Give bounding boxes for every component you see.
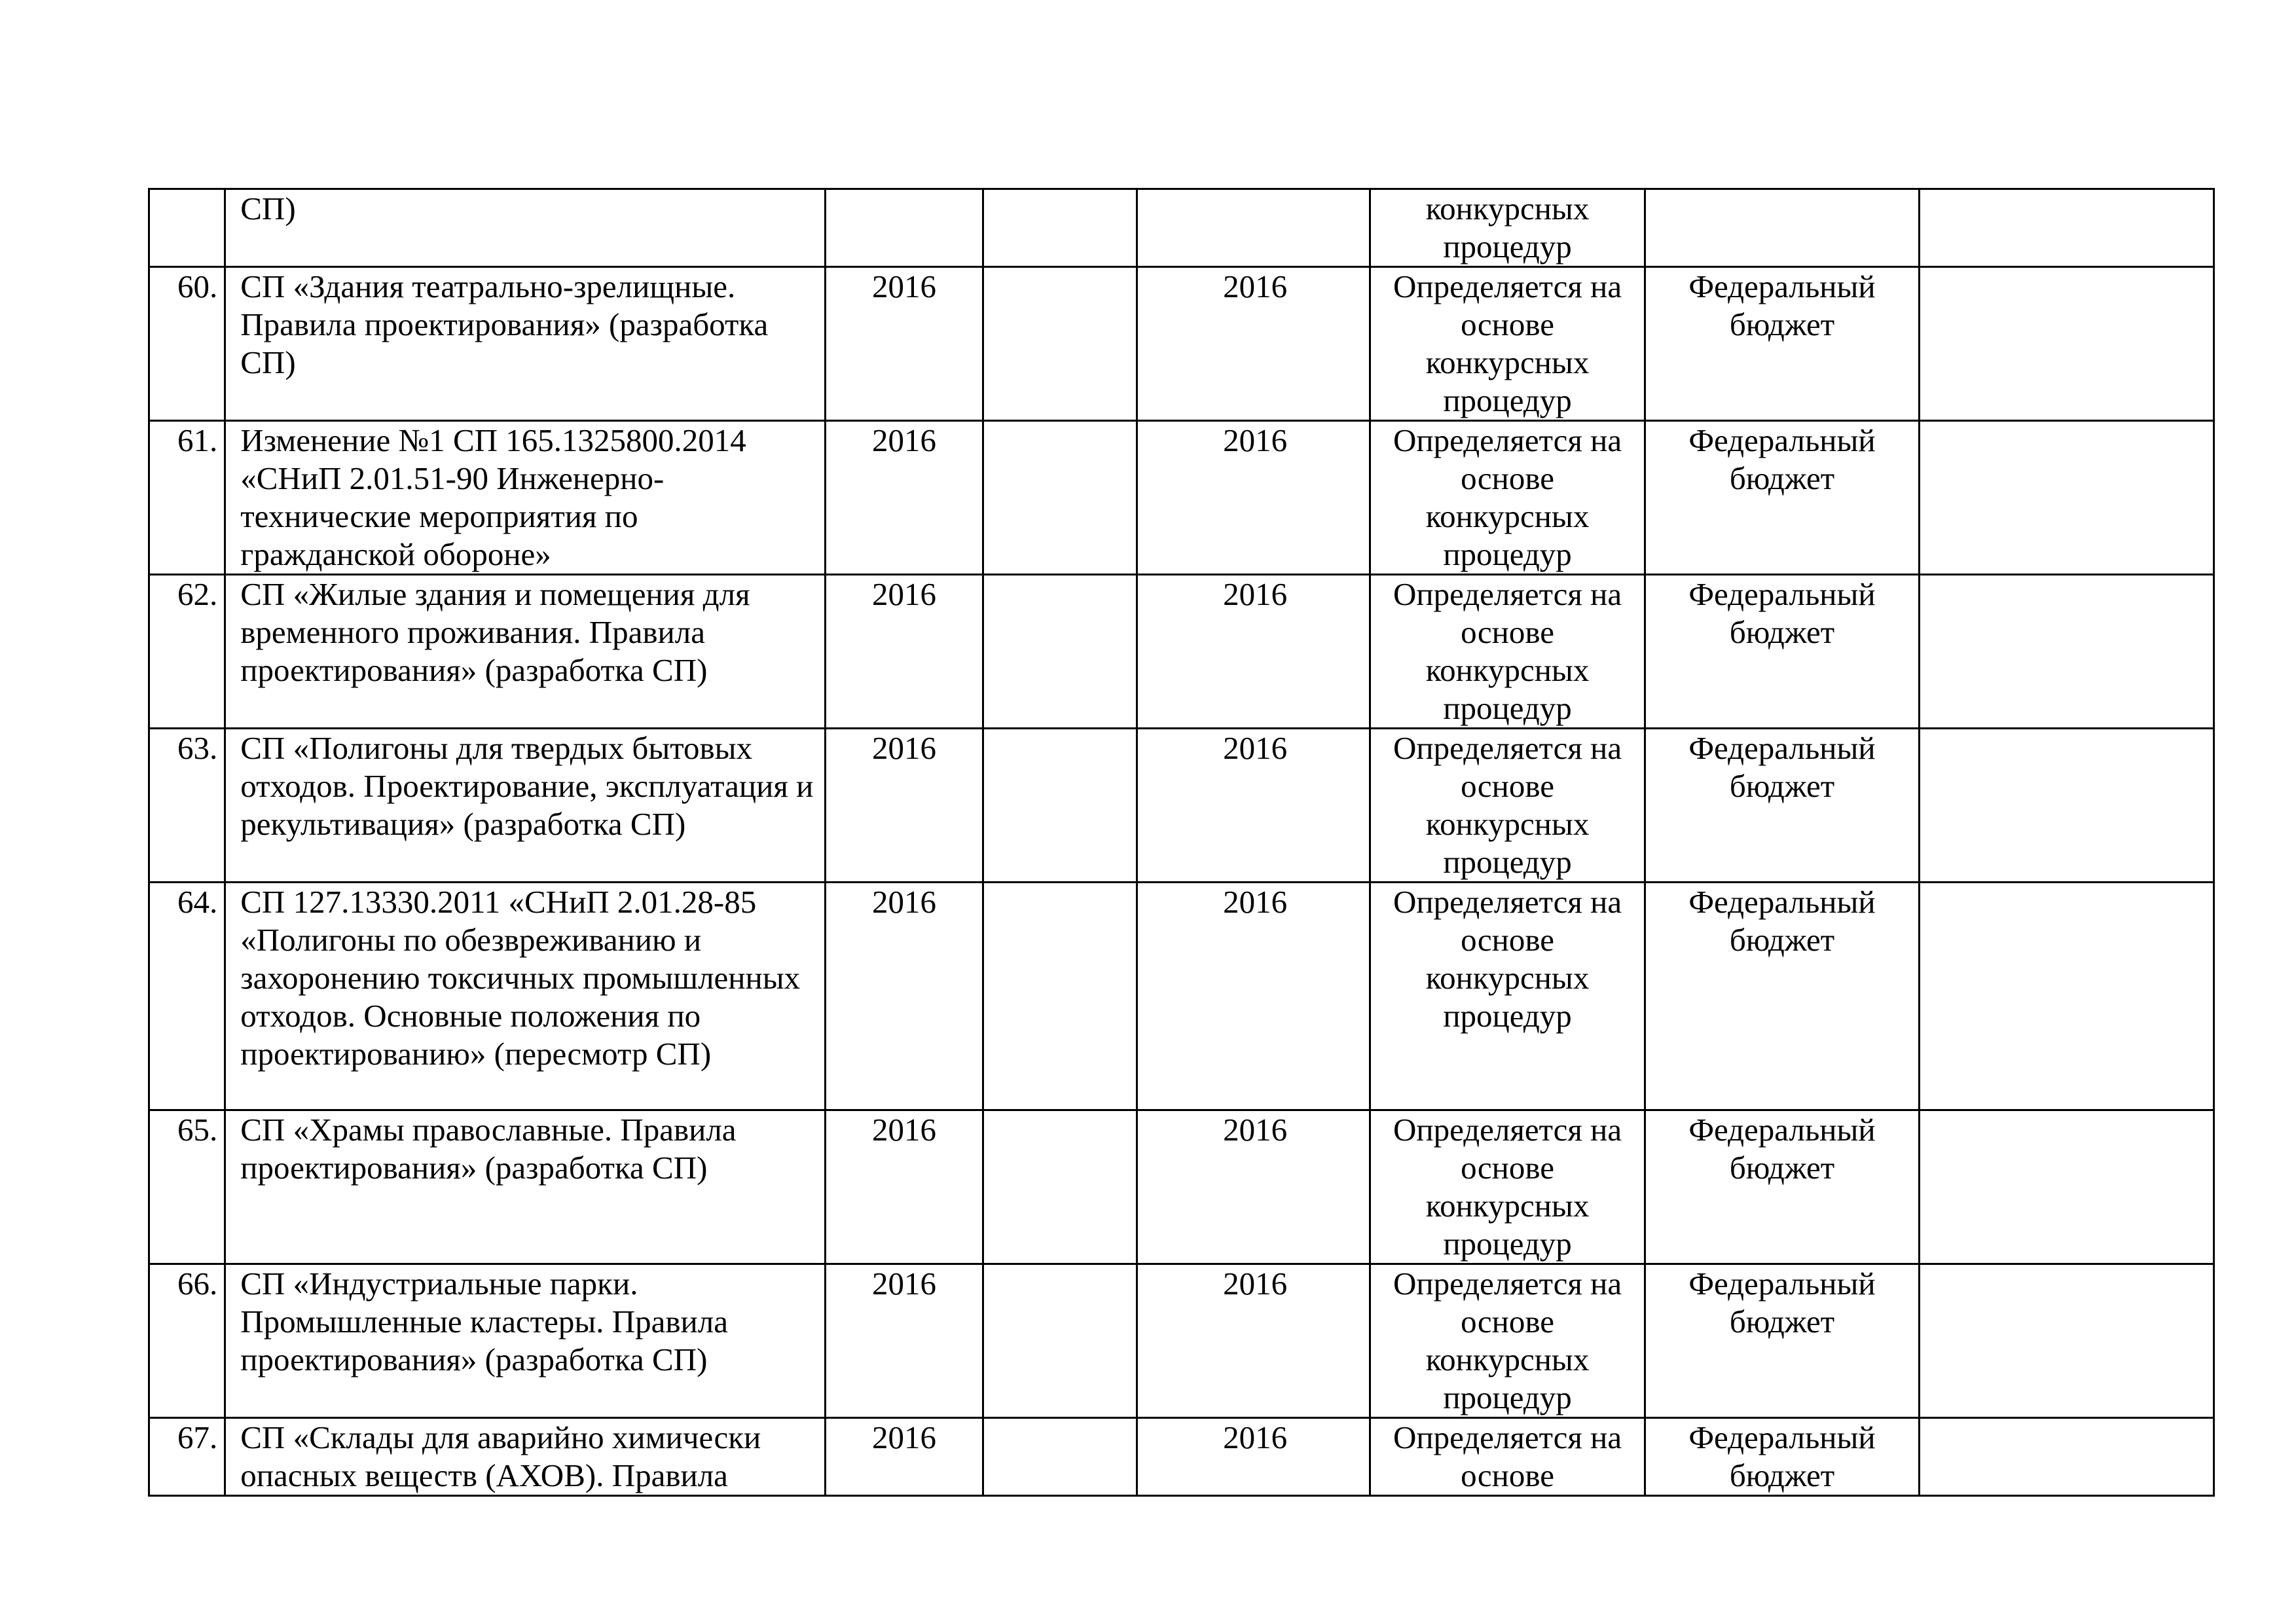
cost-line: Определяется на <box>1393 1112 1622 1148</box>
cell-funding-source <box>1645 421 1920 575</box>
cell-name: СП «Индустриальные парки. Промышленные кластеры. Правила проектирования» (разработка СП) <box>225 1264 826 1418</box>
cell-start-year: 2016 <box>826 1418 983 1496</box>
cost-line: Определяется на <box>1393 268 1622 304</box>
cost-line: основе <box>1461 1150 1554 1186</box>
cell-intermediate <box>983 267 1137 421</box>
cell-note <box>1919 1418 2214 1496</box>
cell-name: СП «Здания театрально-зрелищные. Правила проектирования» (разработка СП) <box>225 267 826 421</box>
cell-note <box>1919 267 2214 421</box>
table-row <box>149 575 2214 729</box>
funding-source-line: Федеральный <box>1688 1112 1876 1148</box>
cell-funding-source <box>1645 729 1920 883</box>
cell-end-year: 2016 <box>1137 1418 1370 1496</box>
cost-line: основе <box>1461 1304 1554 1340</box>
funding-source-line: Федеральный <box>1688 268 1876 304</box>
cell-intermediate <box>983 1110 1137 1264</box>
funding-source-line: бюджет <box>1729 768 1835 804</box>
cell-intermediate <box>983 421 1137 575</box>
cell-cost <box>1370 1264 1645 1418</box>
cost-line: основе <box>1461 460 1554 496</box>
cost-line: процедур <box>1443 844 1572 880</box>
cell-end-year <box>1137 189 1370 267</box>
standards-plan-table <box>148 188 2215 1497</box>
cost-line: конкурсных <box>1425 960 1590 996</box>
table-body <box>149 189 2214 1496</box>
table-row <box>149 1418 2214 1496</box>
cell-start-year: 2016 <box>826 421 983 575</box>
table-row <box>149 1110 2214 1264</box>
cell-intermediate <box>983 575 1137 729</box>
cell-start-year: 2016 <box>826 1110 983 1264</box>
cost-line: основе <box>1461 614 1554 650</box>
cost-line: конкурсных <box>1425 652 1590 688</box>
cell-number: 65. <box>149 1110 225 1264</box>
cell-cost <box>1370 1110 1645 1264</box>
cell-cost <box>1370 421 1645 575</box>
cell-note <box>1919 883 2214 1110</box>
cell-number: 60. <box>149 267 225 421</box>
cost-line: основе <box>1461 306 1554 342</box>
cell-number: 63. <box>149 729 225 883</box>
cost-line: конкурсных <box>1425 344 1590 380</box>
cell-start-year: 2016 <box>826 1264 983 1418</box>
cost-line: конкурсных <box>1425 191 1590 227</box>
cell-name: СП «Жилые здания и помещения для временного проживания. Правила проектирования» (разработка СП) <box>225 575 826 729</box>
cell-start-year: 2016 <box>826 883 983 1110</box>
cell-start-year: 2016 <box>826 575 983 729</box>
cell-name: Изменение №1 СП 165.1325800.2014 «СНиП 2.01.51-90 Инженерно-технические мероприятия по гражданской обороне» <box>225 421 826 575</box>
funding-source-line: Федеральный <box>1688 1266 1876 1302</box>
table-row-continuation <box>149 189 2214 267</box>
cost-line: Определяется на <box>1393 576 1622 612</box>
table-row <box>149 1264 2214 1418</box>
cost-line: процедур <box>1443 1226 1572 1262</box>
cost-line: процедур <box>1443 536 1572 572</box>
cell-number: 61. <box>149 421 225 575</box>
cell-cost <box>1370 575 1645 729</box>
funding-source-line: бюджет <box>1729 1304 1835 1340</box>
cell-intermediate <box>983 1264 1137 1418</box>
cell-end-year: 2016 <box>1137 1264 1370 1418</box>
funding-source-line: бюджет <box>1729 1150 1835 1186</box>
cost-line: Определяется на <box>1393 1266 1622 1302</box>
cell-funding-source <box>1645 1418 1920 1496</box>
cell-end-year: 2016 <box>1137 729 1370 883</box>
cell-start-year: 2016 <box>826 267 983 421</box>
table-row <box>149 729 2214 883</box>
cell-end-year: 2016 <box>1137 1110 1370 1264</box>
funding-source-line: бюджет <box>1729 922 1835 958</box>
cell-cost <box>1370 883 1645 1110</box>
cell-end-year: 2016 <box>1137 575 1370 729</box>
cell-note <box>1919 189 2214 267</box>
cost-line: процедур <box>1443 1379 1572 1415</box>
cost-line: конкурсных <box>1425 806 1590 842</box>
cell-name: СП 127.13330.2011 «СНиП 2.01.28-85 «Полигоны по обезвреживанию и захоронению токсичных промышленных отходов. Основные положения по проектированию» (пересмотр СП) <box>225 883 826 1110</box>
cell-name: СП «Храмы православные. Правила проектирования» (разработка СП) <box>225 1110 826 1264</box>
table-row <box>149 883 2214 1110</box>
cost-line: Определяется на <box>1393 1419 1622 1455</box>
cost-line: основе <box>1461 768 1554 804</box>
cell-cost <box>1370 1418 1645 1496</box>
cost-line: Определяется на <box>1393 422 1622 458</box>
cell-name: СП) <box>225 189 826 267</box>
cell-funding-source <box>1645 267 1920 421</box>
cost-line: Определяется на <box>1393 730 1622 766</box>
cost-line: основе <box>1461 922 1554 958</box>
cell-end-year: 2016 <box>1137 883 1370 1110</box>
cost-line: процедур <box>1443 228 1572 264</box>
cell-start-year <box>826 189 983 267</box>
cell-intermediate <box>983 729 1137 883</box>
cell-note <box>1919 1110 2214 1264</box>
funding-source-line: бюджет <box>1729 460 1835 496</box>
cell-end-year: 2016 <box>1137 421 1370 575</box>
cell-cost <box>1370 267 1645 421</box>
cell-cost <box>1370 729 1645 883</box>
cost-line: конкурсных <box>1425 1341 1590 1377</box>
cost-line: конкурсных <box>1425 1188 1590 1224</box>
cost-line: основе <box>1461 1457 1554 1493</box>
cell-note <box>1919 575 2214 729</box>
cell-name: СП «Полигоны для твердых бытовых отходов. Проектирование, эксплуатация и рекультивация» (разработка СП) <box>225 729 826 883</box>
cell-start-year: 2016 <box>826 729 983 883</box>
table-row <box>149 267 2214 421</box>
cell-funding-source <box>1645 1110 1920 1264</box>
cell-number: 67. <box>149 1418 225 1496</box>
cell-number: 66. <box>149 1264 225 1418</box>
cell-note <box>1919 1264 2214 1418</box>
cell-funding-source <box>1645 1264 1920 1418</box>
cell-funding-source <box>1645 189 1920 267</box>
cost-line: Определяется на <box>1393 884 1622 920</box>
cost-line: процедур <box>1443 382 1572 418</box>
cell-number: 64. <box>149 883 225 1110</box>
cell-funding-source <box>1645 883 1920 1110</box>
cell-note <box>1919 421 2214 575</box>
cell-funding-source <box>1645 575 1920 729</box>
funding-source-line: Федеральный <box>1688 730 1876 766</box>
funding-source-line: Федеральный <box>1688 422 1876 458</box>
table-row <box>149 421 2214 575</box>
cell-number: 62. <box>149 575 225 729</box>
funding-source-line: Федеральный <box>1688 1419 1876 1455</box>
cell-intermediate <box>983 189 1137 267</box>
funding-source-line: бюджет <box>1729 1457 1835 1493</box>
cell-end-year: 2016 <box>1137 267 1370 421</box>
funding-source-line: бюджет <box>1729 306 1835 342</box>
cell-name: СП «Склады для аварийно химически опасных веществ (АХОВ). Правила <box>225 1418 826 1496</box>
funding-source-line: Федеральный <box>1688 884 1876 920</box>
cell-intermediate <box>983 1418 1137 1496</box>
cost-line: процедур <box>1443 998 1572 1034</box>
cell-note <box>1919 729 2214 883</box>
cost-line: конкурсных <box>1425 498 1590 534</box>
cell-intermediate <box>983 883 1137 1110</box>
funding-source-line: бюджет <box>1729 614 1835 650</box>
cell-number <box>149 189 225 267</box>
cost-line: процедур <box>1443 690 1572 726</box>
cell-cost <box>1370 189 1645 267</box>
funding-source-line: Федеральный <box>1688 576 1876 612</box>
